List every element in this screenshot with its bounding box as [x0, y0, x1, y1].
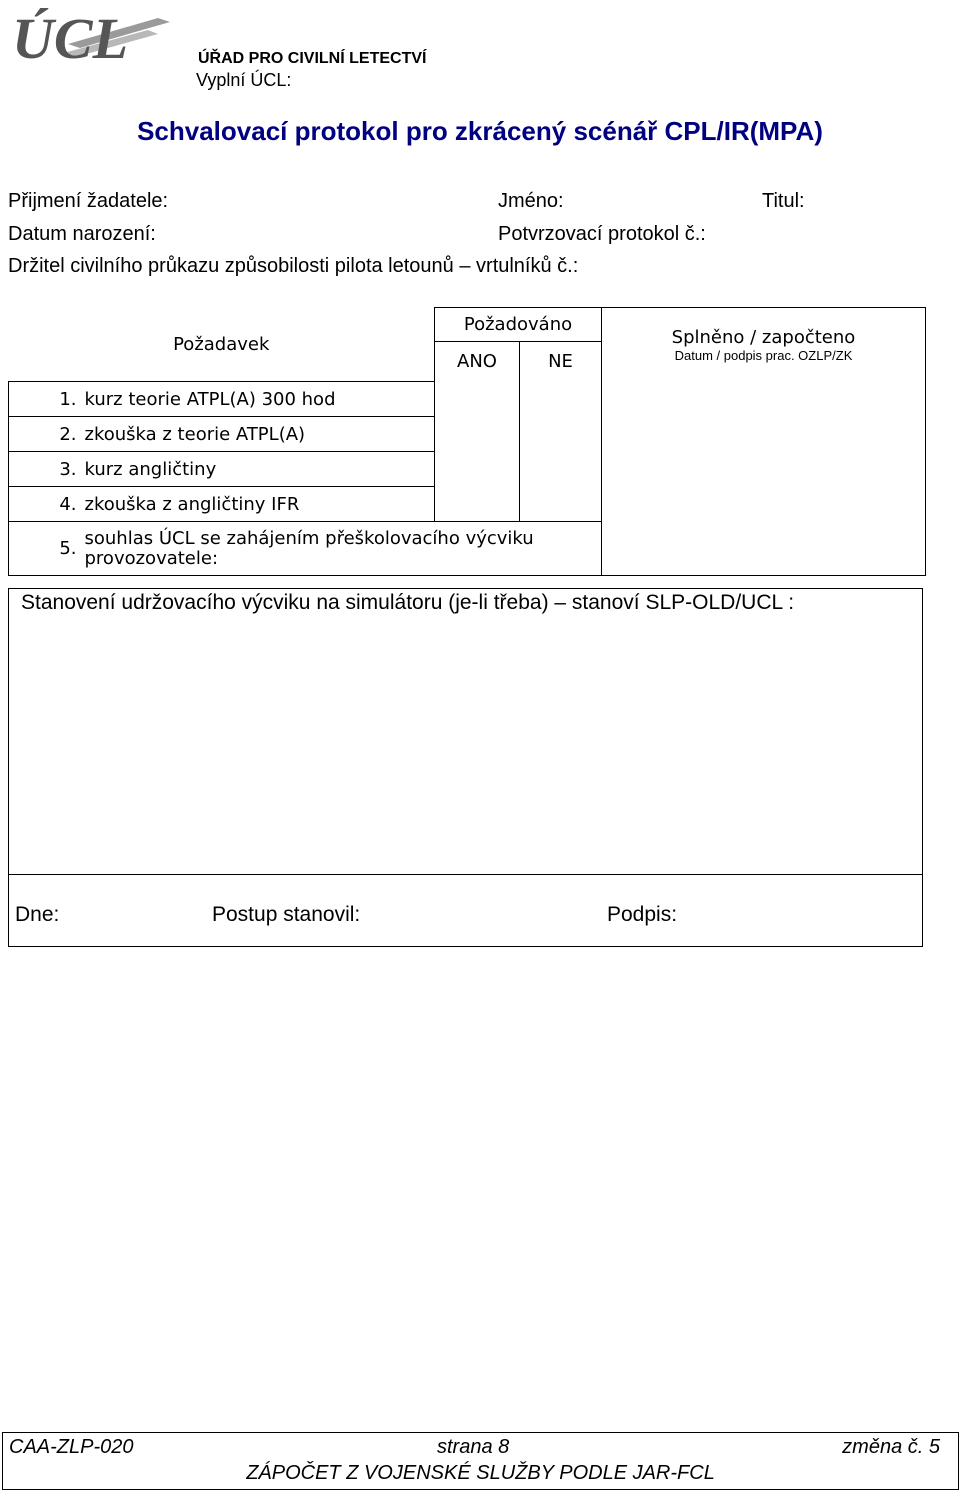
row-item: zkouška z angličtiny IFR: [85, 487, 435, 522]
no-cell[interactable]: [520, 487, 602, 522]
row-item: kurz angličtiny: [85, 452, 435, 487]
requirements-table: [8, 307, 926, 576]
done-subheader: Datum / podpis prac. OZLP/ZK: [674, 347, 853, 363]
table-row: [9, 417, 926, 452]
row-number: 5.: [9, 522, 85, 576]
page-title: Schvalovací protokol pro zkrácený scénář CPL/IR(MPA): [137, 116, 823, 146]
row-number: 2.: [9, 417, 85, 452]
table-row: [9, 487, 926, 522]
authority-name: ÚŘAD PRO CIVILNÍ LETECTVÍ: [198, 50, 427, 67]
row-number: 1.: [9, 382, 85, 417]
row-item: zkouška z teorie ATPL(A): [85, 417, 435, 452]
divider: [9, 874, 922, 875]
date-label: Dne:: [15, 903, 60, 926]
logo-text: ÚCL: [12, 6, 128, 71]
done-cell[interactable]: [602, 452, 926, 487]
table-row: [9, 382, 926, 417]
yes-cell[interactable]: [435, 487, 520, 522]
name-label: Jméno:: [498, 190, 564, 212]
no-header: NE: [520, 342, 602, 382]
no-cell[interactable]: [520, 452, 602, 487]
requirement-header: Požadavek: [173, 333, 270, 355]
yes-cell[interactable]: [435, 382, 520, 417]
row-item: souhlas ÚCL se zahájením přeškolovacího výcviku provozovatele:: [85, 522, 602, 576]
license-label: Držitel civilního průkazu způsobilosti pilota letounů – vrtulníků č.:: [8, 255, 579, 277]
simulator-training-box: [8, 588, 923, 947]
done-header: Splněno / započteno Datum / podpis prac. OZLP/ZK: [602, 308, 926, 382]
row-number: 3.: [9, 452, 85, 487]
no-cell[interactable]: [520, 382, 602, 417]
protocol-number-label: Potvrzovací protokol č.:: [498, 223, 706, 245]
doc-code: CAA-ZLP-020: [9, 1436, 134, 1458]
footer-subtitle: ZÁPOČET Z VOJENSKÉ SLUŽBY PODLE JAR-FCL: [246, 1462, 715, 1484]
yes-header: ANO: [435, 342, 520, 382]
yes-cell[interactable]: [435, 452, 520, 487]
done-cell[interactable]: [602, 487, 926, 522]
done-cell[interactable]: [602, 417, 926, 452]
row-item: kurz teorie ATPL(A) 300 hod: [85, 382, 435, 417]
required-header: Požadováno: [435, 308, 602, 342]
page-number: strana 8: [437, 1436, 510, 1458]
simulator-heading: Stanovení udržovacího výcviku na simulátoru (je-li třeba) – stanoví SLP-OLD/UCL :: [21, 591, 795, 614]
page-footer: [2, 1432, 959, 1490]
row-number: 4.: [9, 487, 85, 522]
no-cell[interactable]: [520, 417, 602, 452]
table-row: [9, 522, 926, 576]
signature-label: Podpis:: [607, 903, 678, 926]
ucl-logo: [8, 0, 178, 72]
title-label: Titul:: [762, 190, 805, 212]
revision: změna č. 5: [842, 1436, 940, 1458]
table-row: [9, 452, 926, 487]
surname-label: Přijmení žadatele:: [8, 190, 169, 212]
fill-note: Vyplní ÚCL:: [196, 70, 292, 90]
birth-date-label: Datum narození:: [8, 223, 156, 245]
simulator-notes-area[interactable]: [9, 629, 922, 869]
done-cell[interactable]: [602, 522, 926, 576]
yes-cell[interactable]: [435, 417, 520, 452]
set-by-label: Postup stanovil:: [212, 903, 361, 926]
done-cell[interactable]: [602, 382, 926, 417]
